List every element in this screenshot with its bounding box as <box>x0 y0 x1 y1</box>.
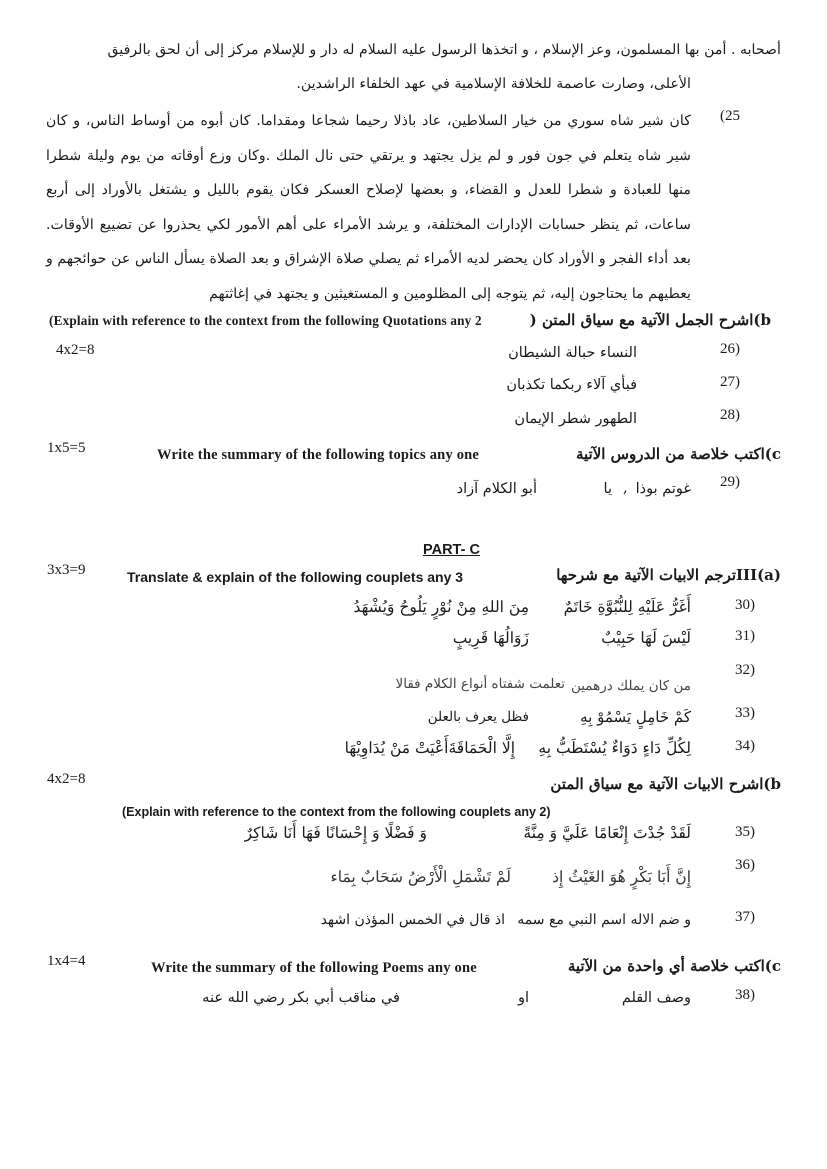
part-c-section-c-marks: 1x4=4 <box>47 953 86 969</box>
section-c1-marks: 1x5=5 <box>47 440 86 456</box>
poem-option-1: وصف القلم <box>621 990 691 1006</box>
part-c-section-a-marks: 3x3=9 <box>47 562 86 578</box>
couplet-34-hemistich-2: إِلَّا الْحَمَاقَةَأَعْيَتْ مَنْ يُدَاوِيْهَا <box>344 739 515 757</box>
part-c-section-c-arabic-heading: c)اكتب خلاصة أي واحدة من الآتية <box>567 957 781 975</box>
question-number-28: 28) <box>720 407 740 423</box>
part-c-section-b-arabic-heading: b)اشرح الابيات الآتية مع سياق المتن <box>550 775 781 793</box>
section-c1-english-heading: Write the summary of the following topics any one <box>157 447 480 463</box>
couplet-37-hemistich-1: و ضم الاله اسم النبي مع سمه <box>517 912 691 928</box>
topic-option-2: أبو الكلام آزاد <box>456 481 537 497</box>
question-number-32: 32) <box>735 662 755 678</box>
couplet-32-hemistich-2: تعلمت شفتاه أنواع الكلام فقالا <box>395 676 565 692</box>
couplet-30-hemistich-2: مِنَ اللهِ مِنْ نُوْرٍ يَلُوحُ وَيُشْهَدُ <box>353 598 529 616</box>
couplet-31-hemistich-1: لَيْسَ لَهَا حَبِيْبٌ <box>601 629 691 647</box>
couplet-32-hemistich-1: من كان يملك درهمين <box>570 678 691 694</box>
section-b1-marks: 4x2=8 <box>56 342 95 358</box>
part-c-title: PART- C <box>423 542 480 558</box>
question-number-38: 38) <box>735 987 755 1003</box>
couplet-36-hemistich-2: لَمْ تَشْمَلِ الْأَرْضُ سَحَابٌ بِمَاء <box>330 868 511 886</box>
couplet-37-hemistich-2: اذ قال في الخمس المؤذن اشهد <box>320 912 505 928</box>
intro-line-1: أصحابه . أمن بها المسلمون، وعز الإسلام ، و اتخذها الرسول عليه السلام له دار و للإسلام مركز إلى أن لحق بالرفيق <box>107 42 781 58</box>
question-number-25: (25 <box>720 108 740 124</box>
quotation-26: النساء حبالة الشيطان <box>508 345 637 361</box>
topic-option-1: غوتم بوذا <box>635 481 691 497</box>
poem-or: او <box>517 990 529 1006</box>
part-c-section-a-english-heading: Translate & explain of the following couplets any 3 <box>127 569 464 585</box>
section-b1-arabic-heading: b)اشرح الجمل الآتية مع سياق المتن ( <box>529 311 771 329</box>
couplet-31-hemistich-2: زَوَالُهَا قَرِيبٍ <box>452 629 529 647</box>
section-c1-arabic-heading: c)اكتب خلاصة من الدروس الآتية <box>575 445 781 463</box>
question-number-36: 36) <box>735 857 755 873</box>
couplet-35-hemistich-1: لَقَدْ جُدْتَ إِنْعَامًا عَلَيَّ وَ مِنَّةً <box>523 824 691 842</box>
question-number-35: 35) <box>735 824 755 840</box>
quotation-28: الطهور شطر الإيمان <box>514 411 637 427</box>
question-number-30: 30) <box>735 597 755 613</box>
question-number-31: 31) <box>735 628 755 644</box>
couplet-34-hemistich-1: لِكُلِّ دَاءٍ دَوَاءٌ يُسْتَطَبُّ بِهِ <box>538 739 691 757</box>
question-number-29: 29) <box>720 474 740 490</box>
couplet-35-hemistich-2: وَ فَضْلًا وَ إِحْسَانًا فَهَا أَنَا شَاكِرٌ <box>244 824 427 842</box>
part-c-section-b-marks: 4x2=8 <box>47 771 86 787</box>
couplet-33-hemistich-2: فظل يعرف بالعلن <box>427 709 529 725</box>
question-number-27: 27) <box>720 374 740 390</box>
couplet-30-hemistich-1: أَغَرُّ عَلَيْهِ لِلنُّبُوَّةِ خَاتَمٌ <box>563 598 691 616</box>
question-number-33: 33) <box>735 705 755 721</box>
couplet-36-hemistich-1: إِنَّ أَبَا بَكْرٍ هُوَ الغَيْثُ إِذ <box>552 868 691 886</box>
intro-line-2: الأعلى، وصارت عاصمة للخلافة الإسلامية في عهد الخلفاء الراشدين. <box>296 76 691 92</box>
topic-or: يا <box>603 481 612 497</box>
topic-comma: , <box>623 478 628 496</box>
question-number-34: 34) <box>735 738 755 754</box>
part-c-section-b-english-heading: (Explain with reference to the context from the following couplets any 2) <box>122 805 551 819</box>
quotation-27: فبأي آلاء ربكما تكذبان <box>506 377 637 393</box>
question-25-text: كان شير شاه سوري من خيار السلاطين، عاد باذلا رحيما شجاعا ومقداما. كان أبوه من أوساط الناس، و كان شير شاه يتعلم في جون فور و لم يزل يجتهد و يرتقي حتى نال الملك .وكان وزع أوقاته من يوم وليلة شطرا منها للعبادة و شطرا للعدل و القضاء، و بعضها لإصلاح العسكر فكان يقوم بالليل و يشتغل بالأوراد إلى أربع ساعات، ثم ينظر حسابات الإدارات المختلفة، و يرشد الأمراء على أهم الأمور لكي يحذروا عن تضييع الأوقات. بعد أداء الفجر و الأوراد كان يحضر لديه الأمراء ثم يصلي صلاة الإشراق و بعد الصلاة يسأل الناس عن حوائجهم و يعطيهم ما يحتاجون إليه، ثم يتوجه إلى المظلومين و المستغيثين و يجتهد في إغاثتهم <box>46 113 691 302</box>
couplet-33-hemistich-1: كَمْ خَامِلٍ يَسْمُوْ بِهِ <box>580 708 691 726</box>
question-number-37: 37) <box>735 909 755 925</box>
part-c-section-c-english-heading: Write the summary of the following Poems any one <box>151 960 477 976</box>
section-b1-english-heading: (Explain with reference to the context from the following Quotations any 2 <box>49 313 482 328</box>
poem-option-2: في مناقب أبي بكر رضي الله عنه <box>202 990 400 1006</box>
question-number-26: 26) <box>720 341 740 357</box>
part-c-section-a-arabic-heading: III(a)ترجم الابيات الآتية مع شرحها <box>556 566 781 584</box>
